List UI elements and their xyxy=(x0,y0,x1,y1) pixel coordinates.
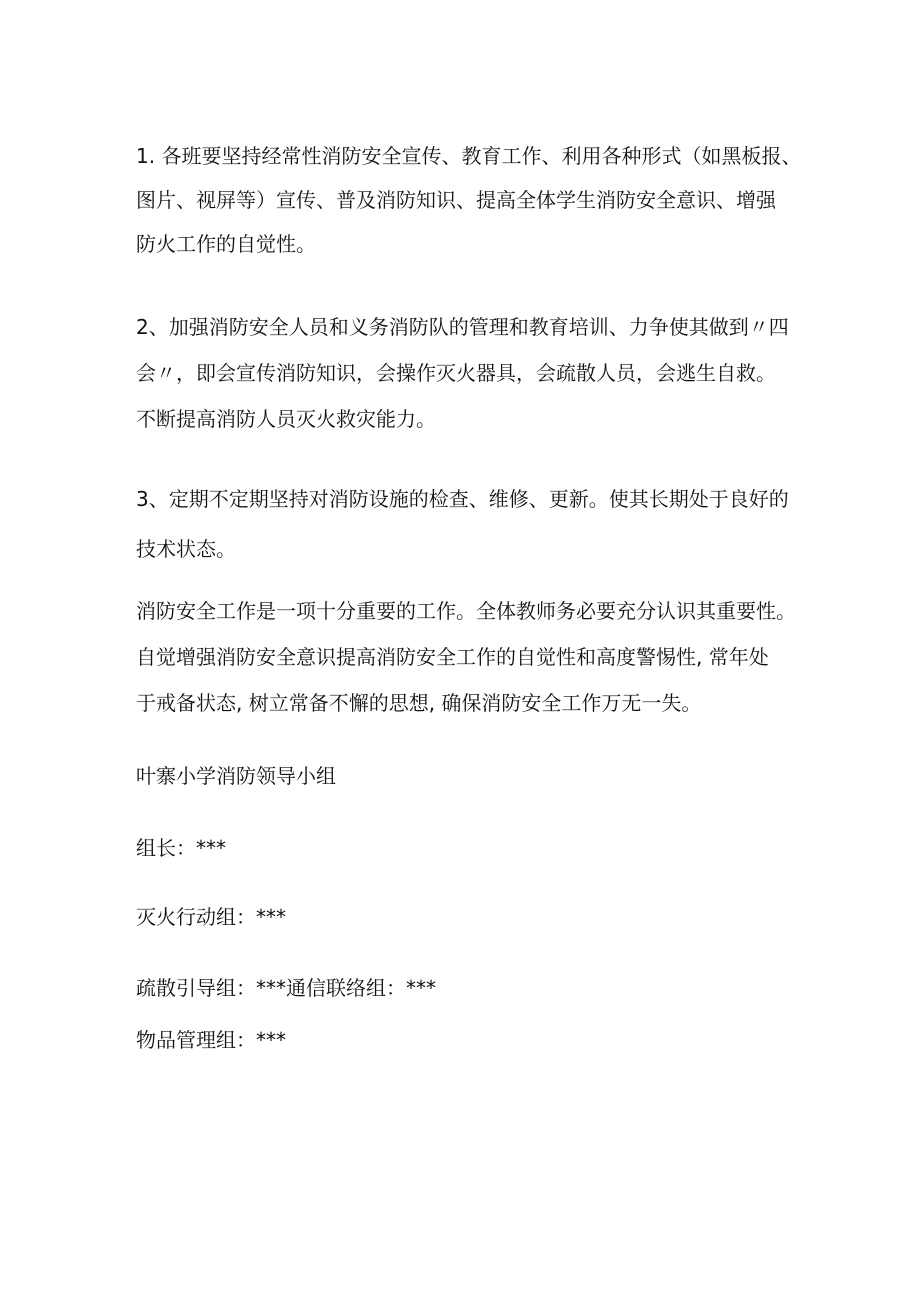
group-title: 叶寨小学消防领导小组 xyxy=(136,764,336,788)
paragraph-3 xyxy=(136,474,816,574)
paragraph-line: 1. 各班要坚持经常性消防安全宣传、教育工作、利用各种形式（如黑板报、 xyxy=(136,144,802,168)
paragraph-1 xyxy=(136,134,816,266)
paragraph-line: 消防安全工作是一项十分重要的工作。全体教师务必要充分认识其重要性。 xyxy=(136,599,796,623)
paragraph-2 xyxy=(136,304,816,442)
paragraph-line: 2、加强消防安全人员和义务消防队的管理和教育培训、力争使其做到〃四 xyxy=(136,315,789,339)
leader-line: 组长：*** xyxy=(136,836,226,860)
paragraph-4 xyxy=(136,588,816,726)
fire-action-group-line: 灭火行动组：*** xyxy=(136,905,286,929)
paragraph-line: 自觉增强消防安全意识提高消防安全工作的自觉性和高度警惕性, 常年处 xyxy=(136,645,769,669)
paragraph-line: 会〃，即会宣传消防知识，会操作灭火器具，会疏散人员，会逃生自救。 xyxy=(136,361,776,385)
evacuation-comm-group-line: 疏散引导组：***通信联络组：*** xyxy=(136,976,436,1000)
paragraph-line: 于戒备状态, 树立常备不懈的思想, 确保消防安全工作万无一失。 xyxy=(136,691,702,715)
paragraph-line: 技术状态。 xyxy=(136,537,236,561)
paragraph-line: 图片、视屏等）宣传、普及消防知识、提高全体学生消防安全意识、增强 xyxy=(136,188,776,212)
paragraph-line: 不断提高消防人员灭火救灾能力。 xyxy=(136,407,436,431)
supplies-group-line: 物品管理组：*** xyxy=(136,1028,286,1052)
paragraph-line: 3、定期不定期坚持对消防设施的检查、维修、更新。使其长期处于良好的 xyxy=(136,487,789,511)
paragraph-line: 防火工作的自觉性。 xyxy=(136,232,316,256)
